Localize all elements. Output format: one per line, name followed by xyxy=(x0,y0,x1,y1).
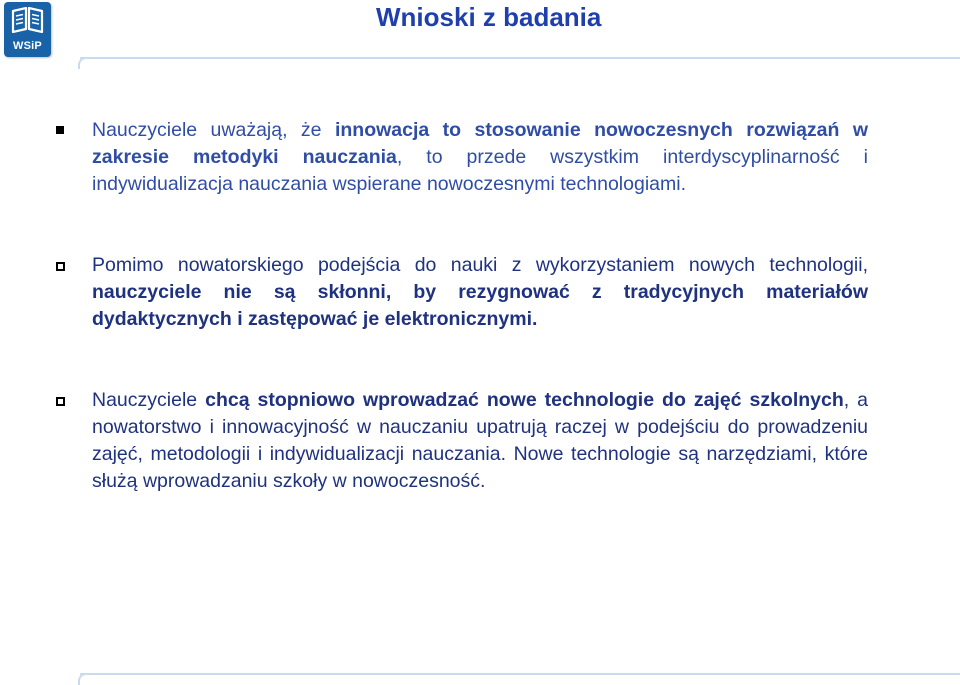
bottom-divider xyxy=(80,673,960,675)
text-segment: Nauczyciele xyxy=(92,389,206,411)
hollow-square-bullet-icon xyxy=(56,397,65,406)
wsip-logo xyxy=(4,2,51,57)
book-icon xyxy=(11,7,44,33)
square-bullet-icon xyxy=(56,126,64,134)
bullet-list xyxy=(55,117,868,495)
text-segment-emphasis: chcą stopniowo wprowadzać nowe technologie do zajęć szkolnych xyxy=(205,389,844,411)
bullet-item-innovation xyxy=(55,117,868,198)
text-segment-emphasis: nauczyciele nie są skłonni, by rezygnować z tradycyjnych materiałów dydaktycznych i zastępować je elektronicznymi. xyxy=(92,281,868,330)
bullet-text xyxy=(92,119,868,195)
hollow-square-bullet-icon xyxy=(56,262,65,271)
logo-text: WSiP xyxy=(13,40,42,52)
page-title: Wnioski z badania xyxy=(376,2,602,32)
text-segment: Nauczyciele uważają, że xyxy=(92,119,335,141)
bullet-item-new-technologies xyxy=(55,387,868,495)
bullet-text xyxy=(92,254,868,330)
text-segment: Pomimo nowatorskiego podejścia do nauki z wykorzystaniem nowych technologii, xyxy=(92,254,868,276)
bullet-item-traditional-materials xyxy=(55,252,868,333)
top-divider xyxy=(80,57,960,59)
text-segment: , a nowatorstwo i innowacyjność w nauczaniu upatrują raczej w podejściu do prowadzeniu zajęć, metodologii i indywidualizacji nauczania. Nowe technologie są narzędziami, które służą wprowadzaniu szkoły w nowoczesność. xyxy=(92,389,869,492)
text-segment: , to przede wszystkim interdyscyplinarność i indywidualizacja nauczania wspierane nowoczesnymi technologiami. xyxy=(92,146,868,195)
bullet-text xyxy=(92,389,868,492)
text-segment-emphasis: innowacja to stosowanie nowoczesnych rozwiązań w zakresie metodyki nauczania xyxy=(92,119,869,168)
